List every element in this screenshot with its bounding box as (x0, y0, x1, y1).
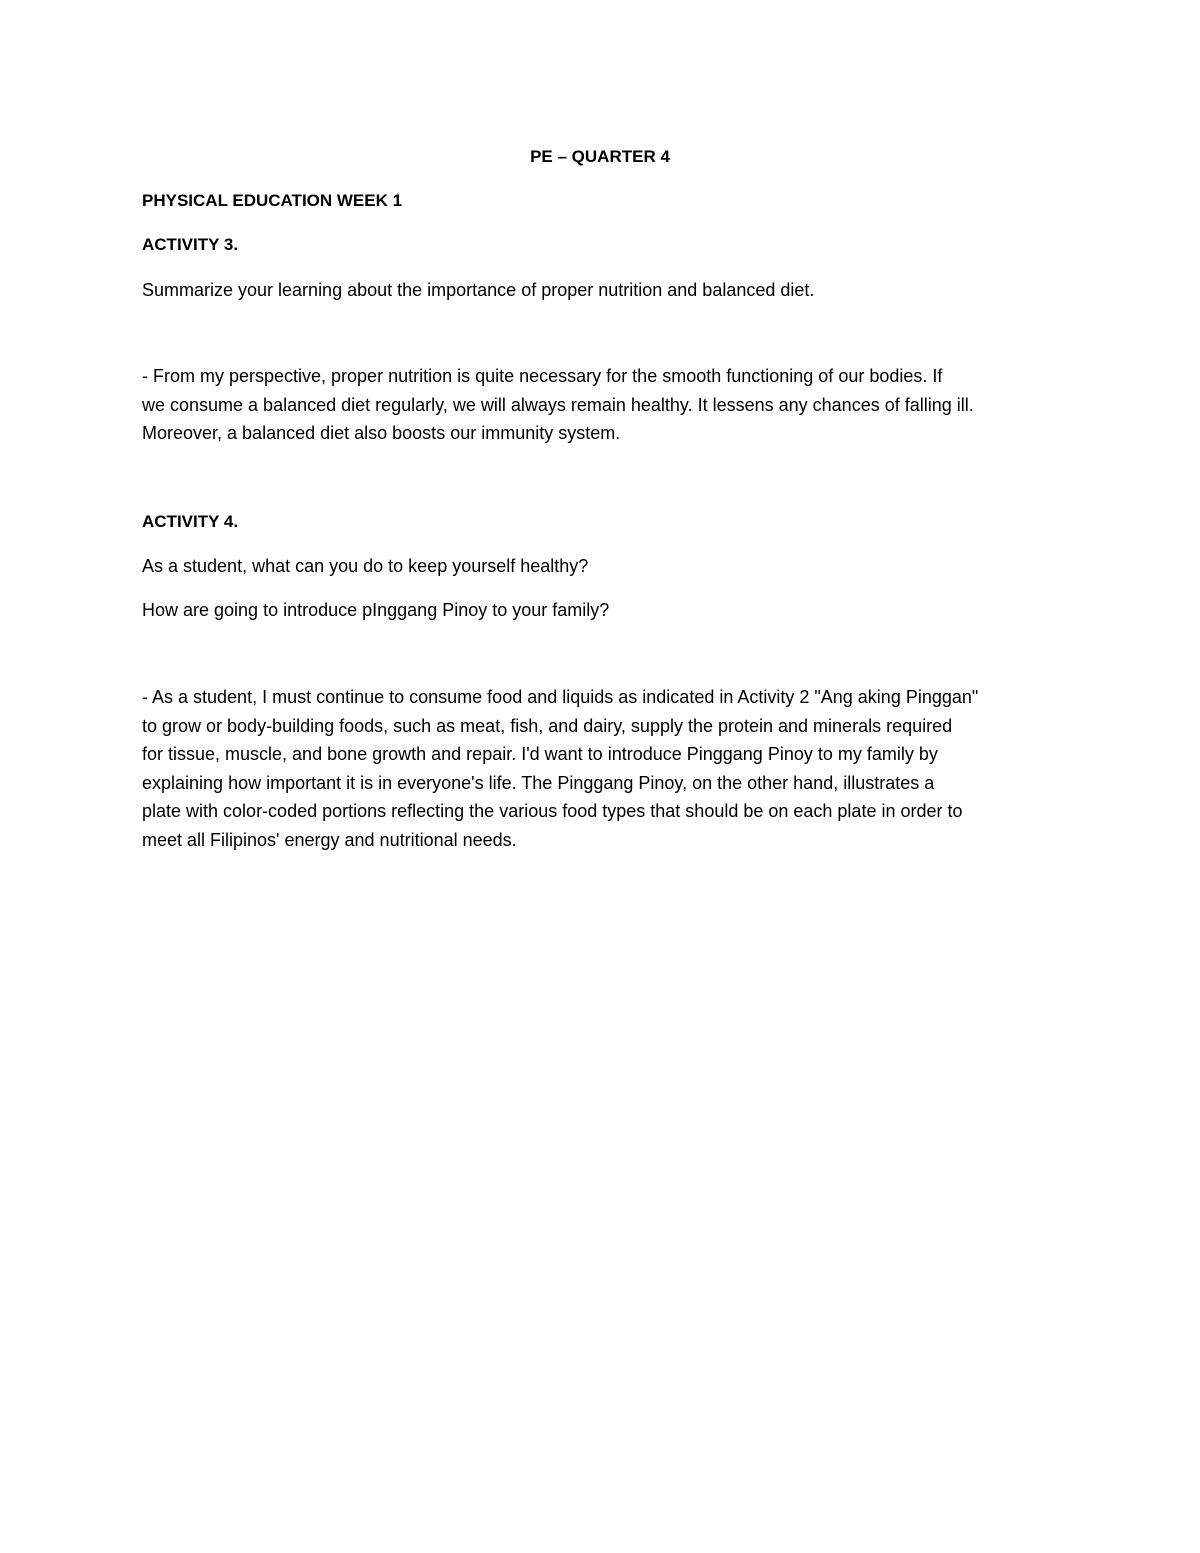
answer-line: we consume a balanced diet regularly, we will always remain healthy. It lessens any chances of falling ill. (142, 394, 974, 415)
answer-line: for tissue, muscle, and bone growth and repair. I'd want to introduce Pinggang Pinoy to my family by (142, 744, 938, 764)
answer-line: meet all Filipinos' energy and nutritional needs. (142, 829, 517, 850)
answer-line: explaining how important it is in everyone's life. The Pinggang Pinoy, on the other hand, illustrates a (142, 772, 935, 793)
answer-line: to grow or body-building foods, such as meat, fish, and dairy, supply the protein and minerals required (142, 715, 953, 736)
activity3-question: Summarize your learning about the importance of proper nutrition and balanced diet. (142, 280, 815, 300)
activity4-question-1: As a student, what can you do to keep yourself healthy? (142, 556, 589, 576)
answer-line: - As a student, I must continue to consume food and liquids as indicated in Activity 2 "Ang aking Pinggan" (142, 687, 979, 707)
activity4-question-2: How are going to introduce pInggang Pinoy to your family? (142, 600, 610, 620)
answer-line: plate with color-coded portions reflecting the various food types that should be on each plate in order to (142, 801, 963, 821)
activity4-answer (142, 683, 1072, 854)
week-heading: PHYSICAL EDUCATION WEEK 1 (142, 191, 403, 210)
activity4-heading: ACTIVITY 4. (142, 512, 239, 531)
document-title: PE – QUARTER 4 (530, 147, 670, 166)
activity3-heading: ACTIVITY 3. (142, 235, 239, 254)
answer-line: Moreover, a balanced diet also boosts our immunity system. (142, 423, 621, 443)
activity3-answer (142, 362, 1072, 448)
answer-line: - From my perspective, proper nutrition is quite necessary for the smooth functioning of our bodies. If (142, 366, 943, 386)
